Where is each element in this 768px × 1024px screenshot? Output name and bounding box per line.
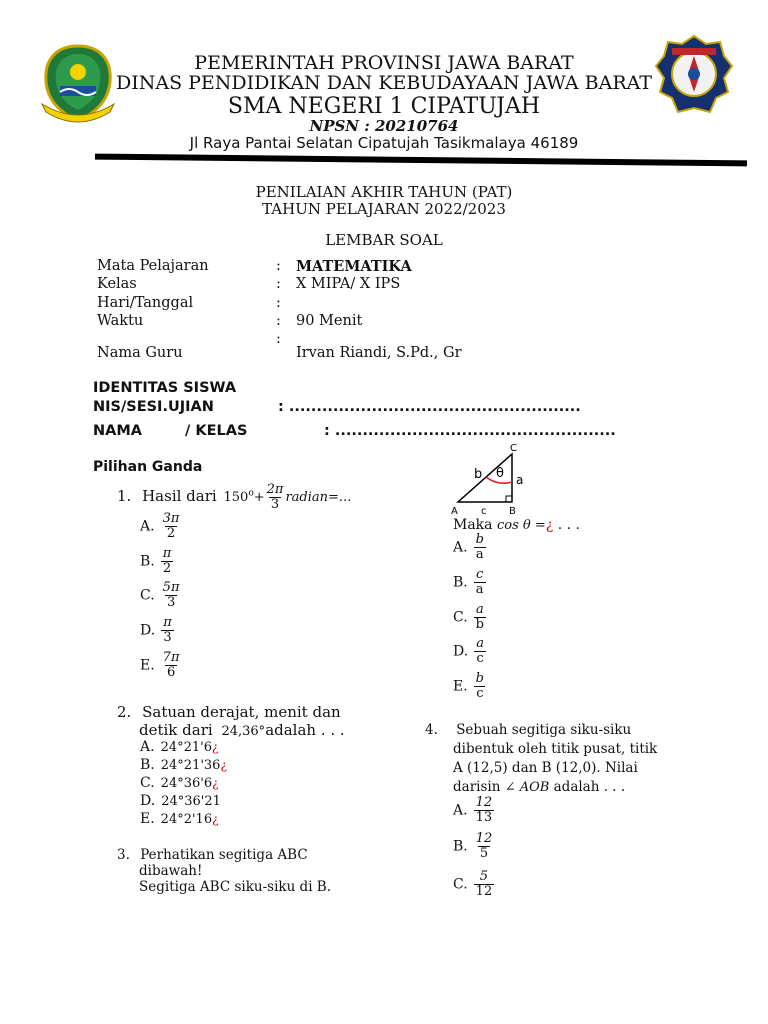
option-text: 24°21'6 — [160, 740, 212, 755]
fraction-denominator: 12 — [475, 884, 493, 899]
triangle-figure — [448, 442, 538, 518]
render-artifact-mark: ¿ — [220, 758, 227, 772]
question-text: darisin — [453, 779, 501, 795]
q1-tail: radian=... — [285, 490, 352, 505]
option-fraction — [161, 581, 182, 610]
q1-fraction — [265, 483, 286, 512]
question-text: A (12,5) dan B (12,0). Nilai — [453, 760, 638, 776]
side-c-label: c — [481, 506, 487, 517]
vertex-a-label: A — [451, 506, 458, 517]
fraction-numerator: b — [475, 671, 484, 686]
option-label: B. — [140, 553, 155, 570]
answer-option[interactable] — [140, 651, 182, 680]
option-text: 24°36'21 — [161, 794, 221, 809]
option-label: D. — [140, 622, 156, 639]
option-text: 24°2'16 — [160, 812, 213, 827]
question-2-line-2 — [139, 721, 345, 739]
answer-option[interactable] — [140, 739, 218, 755]
nis-field[interactable]: : ..................................................... — [278, 399, 581, 415]
fraction-denominator: 3 — [270, 497, 280, 512]
answer-option[interactable] — [140, 775, 219, 791]
fraction-numerator: 7π — [162, 650, 180, 665]
fraction-denominator: b — [475, 617, 484, 632]
academic-year: TAHUN PELAJARAN 2022/2023 — [262, 200, 506, 218]
fraction-numerator: π — [163, 615, 172, 630]
answer-option[interactable] — [140, 512, 181, 541]
option-label: D. — [453, 643, 469, 660]
cos-expression: cos θ = — [496, 518, 546, 533]
answer-option[interactable] — [453, 870, 494, 899]
label-time: Waktu — [97, 313, 144, 329]
option-text: 24°21'36 — [160, 758, 221, 773]
question-number: 1. — [117, 487, 132, 505]
colon: : — [276, 313, 281, 329]
fraction-numerator: a — [475, 602, 484, 617]
option-label: B. — [453, 574, 468, 591]
question-text: detik dari — [139, 721, 213, 739]
option-fraction — [161, 651, 182, 680]
option-label: E. — [140, 657, 155, 674]
question-2 — [117, 703, 341, 721]
fraction-numerator: a — [476, 636, 484, 651]
option-fraction — [474, 603, 486, 632]
option-fraction — [474, 870, 495, 899]
fraction-numerator: 5 — [479, 869, 489, 884]
answer-option[interactable] — [453, 568, 486, 597]
question-number: 3. — [117, 847, 130, 863]
answer-option[interactable] — [140, 616, 174, 645]
answer-option[interactable] — [140, 793, 221, 809]
option-label: A. — [140, 739, 155, 755]
school-name: SMA NEGERI 1 CIPATUJAH — [227, 94, 541, 119]
fraction-numerator: c — [475, 567, 484, 582]
vertex-b-label: B — [509, 506, 516, 517]
question-text: adalah . . . — [553, 779, 626, 795]
fraction-numerator: 2π — [266, 482, 284, 497]
answer-option[interactable] — [453, 603, 486, 632]
option-label: E. — [140, 811, 155, 827]
side-b-label: b — [474, 467, 483, 482]
option-fraction — [474, 672, 486, 701]
render-artifact-mark: ¿ — [212, 776, 219, 790]
angle-expression: ∠ AOB — [504, 780, 550, 795]
option-label: C. — [140, 775, 155, 791]
header-line-2: DINAS PENDIDIKAN DAN KEBUDAYAAN JAWA BARAT — [116, 72, 652, 94]
q3-maka-line — [453, 517, 580, 533]
question-text: adalah . . . — [265, 721, 345, 739]
q1-degree-value: 150 — [223, 490, 249, 505]
option-fraction — [474, 533, 486, 562]
answer-option[interactable] — [453, 672, 486, 701]
name-label: NAMA — [93, 423, 143, 439]
exam-title: PENILAIAN AKHIR TAHUN (PAT) — [255, 183, 513, 201]
q2-value: 24,36° — [221, 724, 266, 739]
fraction-denominator: c — [476, 651, 484, 666]
answer-option[interactable] — [453, 832, 494, 861]
nis-label: NIS/SESI.UJIAN — [93, 399, 214, 415]
answer-option[interactable] — [453, 796, 494, 825]
theta-label: θ — [496, 466, 504, 481]
option-fraction — [474, 832, 495, 861]
option-label: A. — [140, 518, 155, 535]
option-label: A. — [453, 802, 468, 819]
fraction-numerator: 12 — [475, 831, 493, 846]
plus-sign: + — [253, 490, 265, 505]
render-artifact-mark: ¿ — [212, 812, 219, 826]
fraction-numerator: π — [162, 546, 172, 561]
colon: : — [276, 295, 281, 311]
question-number: 2. — [117, 703, 132, 721]
question-text: Hasil dari — [142, 487, 217, 505]
question-text: . . . — [557, 517, 580, 533]
fraction-denominator: 6 — [166, 665, 176, 680]
option-text: 24°36'6 — [160, 776, 213, 791]
answer-option[interactable] — [140, 547, 173, 576]
option-fraction — [161, 616, 174, 645]
fraction-denominator: 13 — [475, 810, 493, 825]
render-artifact-mark: ¿ — [545, 517, 554, 533]
question-text: dibentuk oleh titik pusat, titik — [453, 741, 658, 757]
colon: : — [276, 258, 281, 274]
label-teacher: Nama Guru — [97, 345, 183, 361]
fraction-denominator: 3 — [166, 595, 176, 610]
fraction-denominator: 5 — [479, 846, 489, 861]
npsn: NPSN : 20210764 — [309, 117, 459, 135]
class-value: X MIPA/ X IPS — [296, 276, 401, 292]
sheet-title: LEMBAR SOAL — [325, 231, 443, 249]
option-fraction — [474, 568, 486, 597]
question-1 — [117, 483, 351, 512]
label-class: Kelas — [97, 276, 137, 292]
answer-option[interactable] — [140, 581, 182, 610]
question-text: Satuan derajat, menit dan — [142, 703, 341, 721]
fraction-numerator: 12 — [475, 795, 493, 810]
fraction-denominator: a — [475, 582, 484, 597]
fraction-denominator: 3 — [163, 630, 172, 645]
question-text: Segitiga ABC siku-siku di B. — [139, 879, 332, 895]
section-heading: Pilihan Ganda — [93, 459, 203, 475]
question-text: Maka — [453, 517, 493, 533]
question-4 — [425, 722, 631, 738]
side-a-label: a — [516, 473, 524, 487]
option-label: B. — [453, 838, 468, 855]
option-fraction — [474, 796, 495, 825]
name-class-field[interactable]: : ................................................... — [324, 423, 616, 439]
answer-option[interactable] — [140, 811, 219, 827]
fraction-denominator: 2 — [162, 561, 172, 576]
answer-option[interactable] — [453, 533, 486, 562]
question-4-line-4 — [453, 779, 625, 795]
option-label: E. — [453, 678, 468, 695]
colon: : — [276, 331, 281, 347]
subject-value: MATEMATIKA — [296, 258, 412, 275]
header-line-1: PEMERINTAH PROVINSI JAWA BARAT — [194, 52, 574, 74]
class-label: / KELAS — [185, 423, 248, 439]
option-label: A. — [453, 539, 468, 556]
option-label: B. — [140, 757, 155, 773]
option-fraction — [161, 512, 182, 541]
vertex-c-label: C — [510, 443, 517, 454]
answer-option[interactable] — [453, 637, 486, 666]
question-text: Sebuah segitiga siku-siku — [456, 722, 632, 738]
option-fraction — [474, 637, 486, 666]
identity-heading: IDENTITAS SISWA — [93, 380, 237, 396]
fraction-numerator: b — [475, 532, 484, 547]
degree-mark: o — [248, 488, 254, 499]
option-label: C. — [140, 587, 155, 604]
question-text: Perhatikan segitiga ABC — [140, 847, 308, 863]
option-fraction — [161, 547, 174, 576]
header-divider — [95, 154, 747, 167]
fraction-denominator: 2 — [166, 526, 176, 541]
question-3 — [117, 847, 308, 863]
school-address: Jl Raya Pantai Selatan Cipatujah Tasikmalaya 46189 — [189, 134, 579, 152]
answer-option[interactable] — [140, 757, 227, 773]
label-subject: Mata Pelajaran — [97, 258, 209, 274]
question-number: 4. — [425, 722, 438, 738]
fraction-denominator: a — [475, 547, 484, 562]
fraction-numerator: 5π — [162, 580, 180, 595]
time-value: 90 Menit — [296, 313, 363, 329]
option-label: C. — [453, 876, 468, 893]
colon: : — [276, 276, 281, 292]
render-artifact-mark: ¿ — [212, 740, 219, 754]
label-date: Hari/Tanggal — [97, 295, 194, 311]
option-label: C. — [453, 609, 468, 626]
fraction-denominator: c — [476, 686, 484, 701]
question-text: dibawah! — [139, 863, 203, 879]
fraction-numerator: 3π — [162, 511, 180, 526]
option-label: D. — [140, 793, 156, 809]
teacher-value: Irvan Riandi, S.Pd., Gr — [296, 345, 462, 361]
